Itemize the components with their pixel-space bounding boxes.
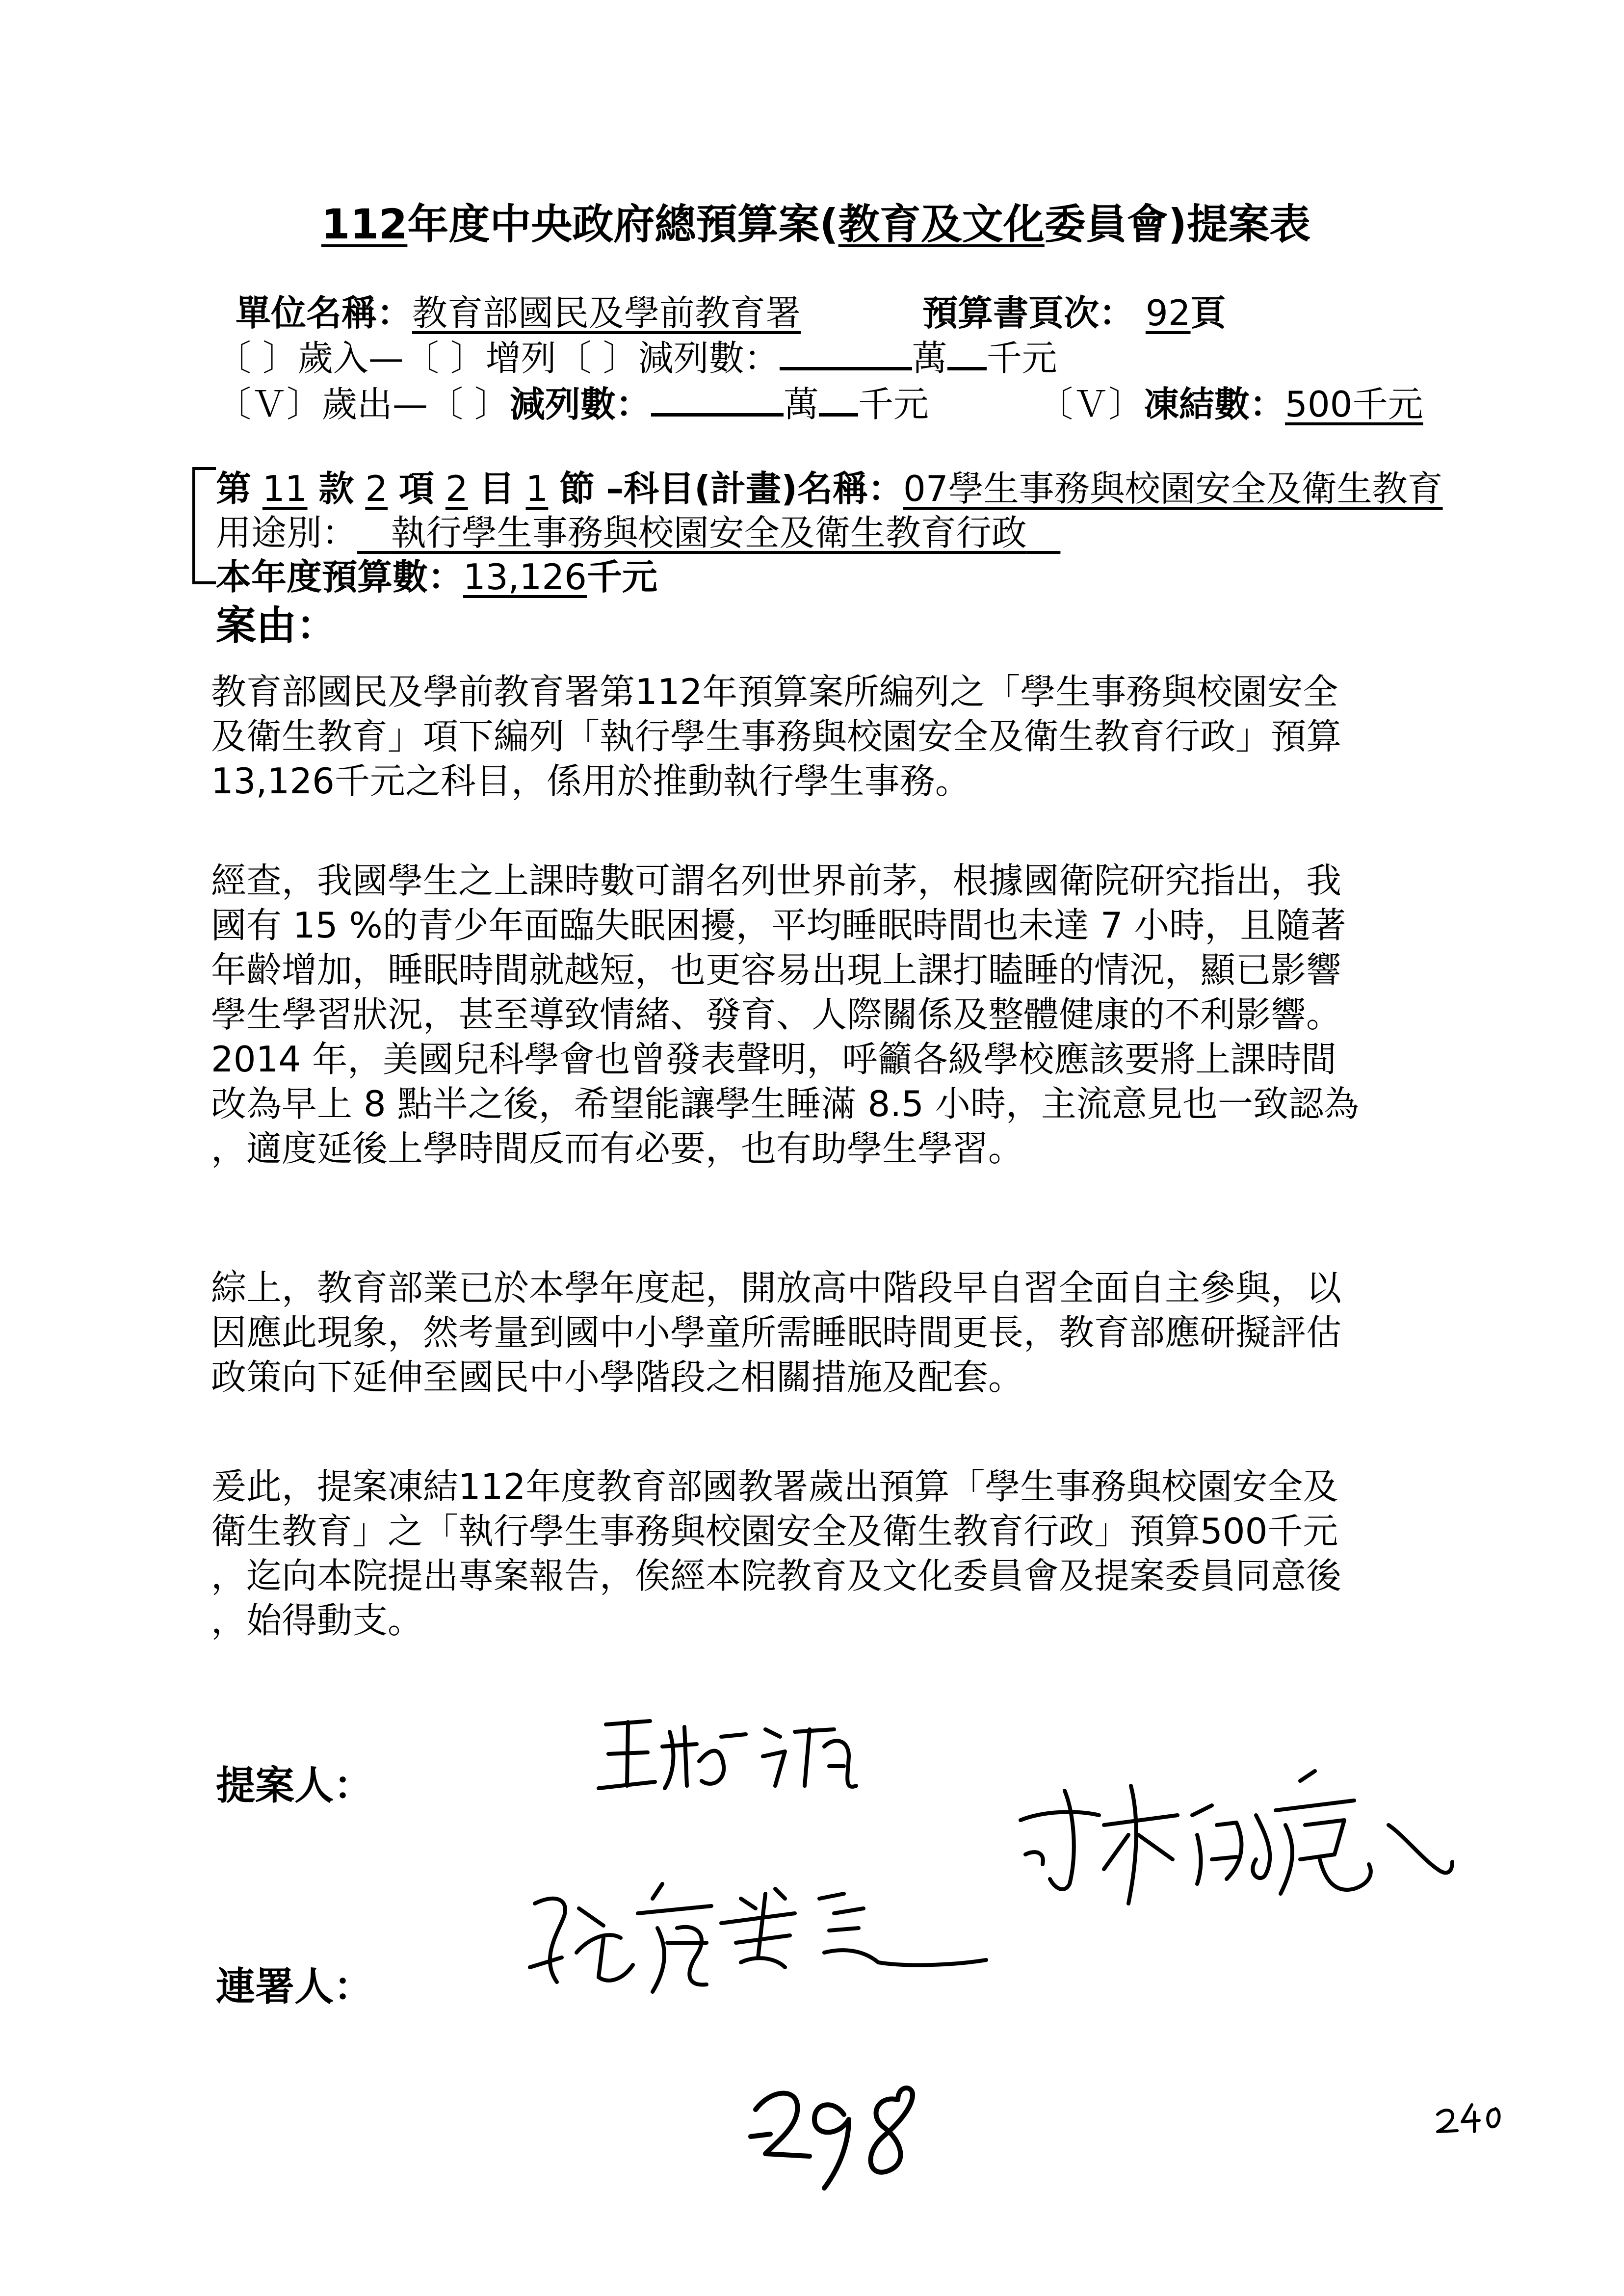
page-suffix: 頁 (1190, 292, 1226, 334)
unit-label: 單位名稱： (236, 292, 413, 334)
subject-label: –科目(計畫)名稱： (606, 468, 903, 509)
paragraph-line: 13,126千元之科目，係用於推動執行學生事務。 (211, 760, 970, 802)
paragraph-line: 及衛生教育」項下編列「執行學生事務與校園安全及衛生教育行政」預算 (211, 716, 1342, 757)
jie-value: 1 (525, 468, 549, 509)
cosigner-label: 連署人： (216, 1964, 373, 2009)
unit-value: 教育部國民及學前教育署 (412, 292, 801, 334)
expense-prefix: 〔Ｖ〕歲出—〔 〕 (216, 384, 510, 425)
handwritten-corner-number (1438, 2105, 1499, 2132)
paragraph-line: 2014 年，美國兒科學會也曾發表聲明，呼籲各級學校應該要將上課時間 (211, 1039, 1337, 1080)
budget-value: 13,126 (463, 556, 587, 598)
paragraph-line: 年齡增加，睡眠時間就越短，也更容易出現上課打瞌睡的情況，顯已影響 (211, 949, 1342, 991)
freeze-label: 凍結數： (1144, 384, 1285, 425)
paragraph-line: 經查，我國學生之上課時數可謂名列世界前茅，根據國衛院研究指出，我 (211, 860, 1342, 901)
title-part2: 委員會)提案表 (1044, 200, 1311, 248)
freeze-value: 500千元 (1285, 384, 1423, 425)
paragraph-line: 因應此現象，然考量到國中小學童所需睡眠時間更長，教育部應研擬評估 (211, 1312, 1342, 1353)
revenue-label: 〔 〕歲入—〔 〕增列〔 〕減列數： (216, 338, 780, 379)
revenue-wan: 萬 (912, 338, 947, 379)
cosigner-signature-1 (530, 1884, 986, 1992)
kuan-value: 11 (262, 468, 308, 509)
usage-label: 用途別： (216, 512, 358, 553)
xiang-unit: 項 (399, 468, 435, 509)
jie-unit: 節 (559, 468, 595, 509)
paragraph-line: 學生學習狀況，甚至導致情緒、發育、人際關係及整體健康的不利影響。 (211, 994, 1342, 1035)
budget-unit: 千元 (586, 556, 657, 598)
proposer-signature (599, 1721, 856, 1788)
paragraph-line: ，始得動支。 (211, 1600, 423, 1641)
page-label: 預算書頁次： (922, 292, 1135, 334)
subject-value: 07學生事務與校園安全及衛生教育 (903, 468, 1443, 509)
paragraph-line: 綜上，教育部業已於本學年度起，開放高中階段早自習全面自主參與，以 (211, 1267, 1342, 1308)
page-value: 92 (1145, 292, 1191, 334)
paragraph-line: 政策向下延伸至國民中小學階段之相關措施及配套。 (211, 1357, 1024, 1398)
paragraph-line: 爰此，提案凍結112年度教育部國教署歲出預算「學生事務與校園安全及 (211, 1466, 1338, 1507)
budget-label: 本年度預算數： (216, 556, 464, 598)
title-committee: 教育及文化 (838, 200, 1045, 248)
handwritten-page-number (751, 2088, 913, 2188)
title-year: 112 (321, 200, 408, 248)
title-part1: 年度中央政府總預算案( (407, 200, 838, 248)
paragraph-line: 國有 15 %的青少年面臨失眠困擾，平均睡眠時間也未達 7 小時，且隨著 (211, 905, 1346, 946)
revenue-qianyuan: 千元 (986, 338, 1057, 379)
paragraph-line: 改為早上 8 點半之後，希望能讓學生睡滿 8.5 小時，主流意見也一致認為 (211, 1083, 1359, 1124)
xiang-value: 2 (365, 468, 388, 509)
usage-value-text: 執行學生事務與校園安全及衛生教育行政 (391, 512, 1027, 553)
kuan-label: 第 (216, 468, 252, 509)
cosigner-signature-2 (1021, 1771, 1452, 1904)
paragraph-line: ，迄向本院提出專案報告，俟經本院教育及文化委員會及提案委員同意後 (211, 1555, 1342, 1596)
mu-unit: 目 (479, 468, 515, 509)
reason-label: 案由： (216, 602, 337, 649)
proposer-label: 提案人： (216, 1763, 373, 1808)
expense-qianyuan: 千元 (858, 384, 929, 425)
expense-reduce-label: 減列數： (509, 384, 651, 425)
paragraph-line: 衛生教育」之「執行學生事務與校園安全及衛生教育行政」預算500千元 (211, 1511, 1338, 1552)
mu-value: 2 (445, 468, 468, 509)
paragraph-line: 教育部國民及學前教育署第112年預算案所編列之「學生事務與校園安全 (211, 671, 1338, 712)
freeze-prefix: 〔Ｖ〕 (1038, 384, 1144, 425)
expense-wan: 萬 (783, 384, 819, 425)
paragraph-line: ，適度延後上學時間反而有必要，也有助學生學習。 (211, 1128, 1024, 1169)
kuan-unit: 款 (318, 468, 354, 509)
